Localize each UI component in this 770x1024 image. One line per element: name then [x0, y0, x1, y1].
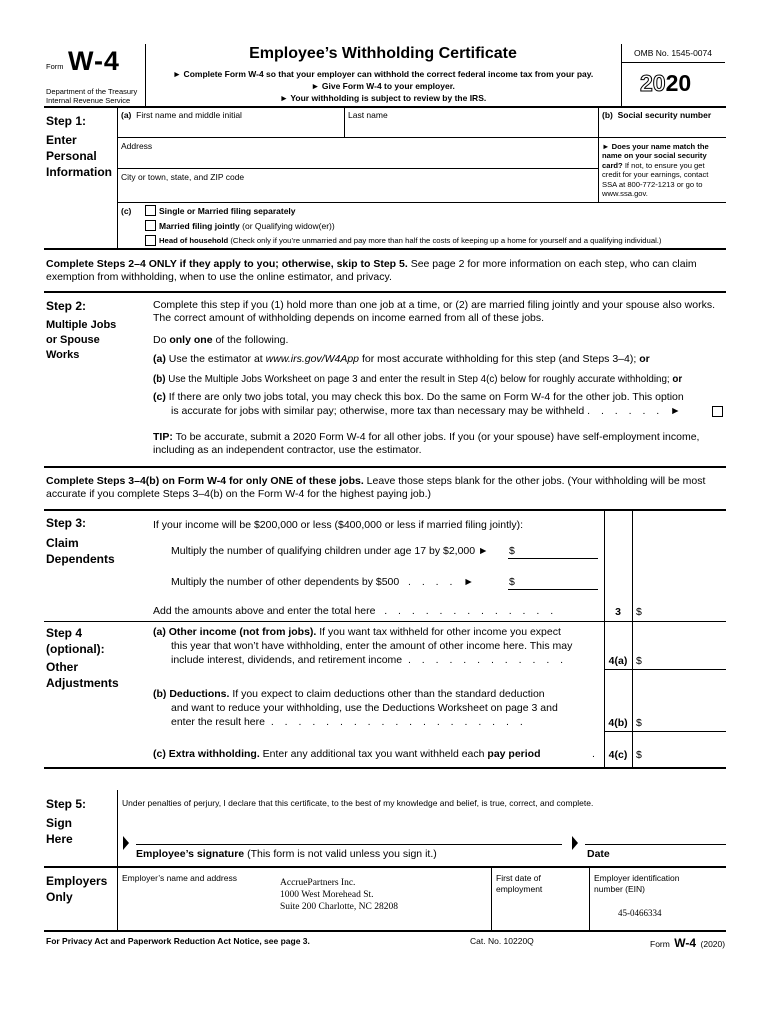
omb-number: OMB No. 1545-0074: [634, 48, 712, 58]
steps-2-4-note: Complete Steps 2–4 ONLY if they apply to you; otherwise, skip to Step 5. See page 2 for more information on each step, who can claim exemption from withholding, when to use the online estimator, and privacy.: [46, 258, 697, 283]
qualifying-children-amount-input[interactable]: [518, 544, 598, 558]
line-4c-amount-input[interactable]: [646, 747, 724, 762]
two-jobs-checkbox[interactable]: [712, 406, 723, 417]
steps-3-4-note: Complete Steps 3–4(b) on Form W-4 for only ONE of these jobs. Leave those steps blank for the other jobs. (Your withholding will be most accurate if you complete Steps 3–4(b) on the Form W-4 for the highest paying job.): [46, 475, 706, 500]
line-4b-dollar: $: [636, 717, 642, 729]
instruction-3: ► Your withholding is subject to review by the IRS.: [279, 93, 487, 103]
privacy-notice: For Privacy Act and Paperwork Reduction Act Notice, see page 3.: [46, 936, 310, 946]
step3-title: Claim Dependents: [46, 536, 115, 566]
first-name-field-label: (a) First name and middle initial: [121, 110, 242, 120]
dept-line1: Department of the Treasury: [46, 87, 138, 96]
step2-intro: Complete this step if you (1) hold more than one job at a time, or (2) are married filing jointly and your spouse also works. The correct amount of withholding depends on income earned from all of these jobs.: [153, 299, 716, 324]
instruction-1: ► Complete Form W-4 so that your employer can withhold the correct federal income tax from your pay.: [172, 69, 594, 79]
extra-withholding-label: (c) Extra withholding. Enter any additional tax you want withheld each pay period: [153, 748, 541, 760]
tax-year: 2020: [640, 70, 692, 96]
instruction-2: ► Give Form W-4 to your employer.: [311, 81, 455, 91]
employee-signature-input[interactable]: [136, 818, 562, 843]
address-input[interactable]: [121, 152, 594, 167]
step2-option-a: (a) Use the estimator at www.irs.gov/W4App for most accurate withholding for this step (and Steps 3–4); or: [153, 353, 650, 365]
city-input[interactable]: [121, 183, 594, 201]
city-field-label: City or town, state, and ZIP code: [121, 172, 245, 182]
step2-option-c-line1: (c) If there are only two jobs total, you may check this box. Do the same on Form W-4 for the other job. This option: [153, 391, 684, 403]
form-title: Employee’s Withholding Certificate: [249, 45, 517, 62]
deductions-line1: (b) Deductions. If you expect to claim deductions other than the standard deduction: [153, 688, 545, 700]
line-4a-number: 4(a): [608, 655, 628, 667]
line-3-number: 3: [615, 606, 621, 618]
last-name-input[interactable]: [348, 121, 594, 136]
step3-total-label: Add the amounts above and enter the total here . . . . . . . . . . . . .: [153, 605, 558, 617]
signature-label: Employee’s signature (This form is not valid unless you sign it.): [136, 848, 437, 860]
married-checkbox[interactable]: [145, 220, 156, 231]
perjury-statement: Under penalties of perjury, I declare that this certificate, to the best of my knowledge and belief, is true, correct, and complete.: [122, 798, 594, 808]
last-name-field-label: Last name: [348, 110, 388, 120]
ein-value[interactable]: 45-0466334: [618, 908, 662, 918]
line-4a-dollar: $: [636, 655, 642, 667]
first-name-input[interactable]: [121, 121, 341, 136]
ein-label: Employer identification number (EIN): [594, 873, 680, 894]
extra-withholding-dot: .: [592, 748, 595, 760]
date-label: Date: [587, 848, 610, 860]
date-input[interactable]: [585, 818, 726, 843]
dependents-dollar: $: [509, 576, 515, 588]
deductions-line3: enter the result here . . . . . . . . . . . . . . . . . . .: [171, 716, 527, 728]
step3-label: Step 3:: [46, 516, 87, 530]
head-of-household-label: Head of household (Check only if you’re unmarried and pay more than half the costs of keeping up a home for yourself and a qualifying individual.): [159, 236, 662, 245]
step1-label: Step 1:: [46, 114, 87, 128]
other-dependents-amount-input[interactable]: [518, 575, 598, 589]
step2-only-one: Do only one of the following.: [153, 334, 289, 346]
line-4c-number: 4(c): [608, 749, 628, 761]
address-field-label: Address: [121, 141, 153, 151]
line-3-dollar: $: [636, 606, 642, 618]
step2-label: Step 2:: [46, 299, 87, 313]
step2-option-b: (b) Use the Multiple Jobs Worksheet on page 3 and enter the result in Step 4(c) below for roughly accurate withholding; or: [153, 374, 683, 385]
step1-title: Enter Personal Information: [46, 133, 112, 179]
form-label: Form: [46, 62, 64, 71]
step5-label: Step 5:: [46, 797, 87, 811]
line-4b-amount-input[interactable]: [646, 715, 724, 730]
other-income-line1: (a) Other income (not from jobs). If you want tax withheld for other income you expect: [153, 626, 561, 638]
line-4c-dollar: $: [636, 749, 642, 761]
married-label: Married filing jointly (or Qualifying widow(er)): [159, 221, 335, 231]
step4-label: Step 4 (optional):: [46, 626, 105, 656]
other-dependents-label: Multiply the number of other dependents by $500 . . . . ►: [171, 576, 478, 588]
catalog-number: Cat. No. 10220Q: [470, 936, 534, 946]
step3-intro: If your income will be $200,000 or less ($400,000 or less if married filing jointly):: [153, 519, 524, 531]
children-dollar: $: [509, 545, 515, 557]
employers-only-title: Employers Only: [46, 874, 108, 904]
footer-form-id: Form W-4 (2020): [650, 936, 726, 950]
line-4b-number: 4(b): [608, 717, 628, 729]
line-4a-amount-input[interactable]: [646, 653, 724, 668]
filing-status-letter: (c): [121, 206, 132, 216]
form-number: W-4: [68, 46, 120, 76]
ssn-input[interactable]: [602, 121, 722, 136]
ssn-field-label: (b) Social security number: [602, 110, 712, 120]
first-date-input[interactable]: [496, 898, 586, 926]
other-income-line2: this year that won’t have withholding, enter the amount of other income here. This may: [171, 640, 573, 652]
single-checkbox[interactable]: [145, 205, 156, 216]
qualifying-children-label: Multiply the number of qualifying children under age 17 by $2,000 ►: [171, 545, 489, 557]
step2-option-c-line2: is accurate for jobs with similar pay; otherwise, more tax than necessary may be withheld . . . . . . ►: [171, 405, 685, 417]
employer-name-address-value[interactable]: AccruePartners Inc. 1000 West Morehead St. Suite 200 Charlotte, NC 28208: [280, 878, 398, 912]
first-date-label: First date of employment: [496, 873, 543, 894]
employer-name-label: Employer’s name and address: [122, 873, 237, 883]
single-label: Single or Married filing separately: [159, 206, 296, 216]
head-of-household-checkbox[interactable]: [145, 235, 156, 246]
step2-title: Multiple Jobs or Spouse Works: [46, 319, 117, 361]
step4-title: Other Adjustments: [46, 660, 119, 690]
dept-line2: Internal Revenue Service: [46, 96, 131, 105]
step5-title: Sign Here: [46, 816, 73, 846]
other-income-line3: include interest, dividends, and retirement income . . . . . . . . . . . .: [171, 654, 568, 666]
ssn-note: ► Does your name match the name on your social security card? If not, to ensure you get credit for your earnings, contact SSA at 800-772-1213 or go to www.ssa.gov.: [602, 142, 709, 199]
deductions-line2: and want to reduce your withholding, use the Deductions Worksheet on page 3 and: [171, 702, 558, 714]
step2-tip: TIP: To be accurate, submit a 2020 Form W-4 for all other jobs. If you (or your spouse) have self-employment income, including as an independent contractor, use the estimator.: [153, 431, 700, 456]
line-3-amount-input[interactable]: [646, 604, 724, 619]
